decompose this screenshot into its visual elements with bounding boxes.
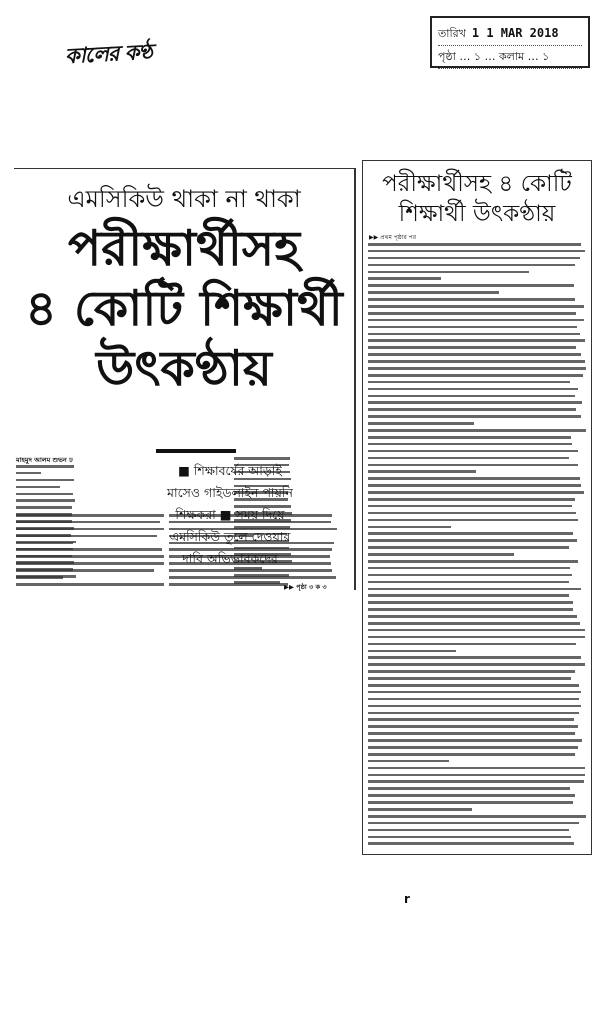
text-line <box>368 691 581 694</box>
text-line <box>368 333 580 336</box>
text-line <box>368 470 476 473</box>
text-line <box>16 542 73 545</box>
text-line <box>368 457 569 460</box>
text-line <box>368 346 576 349</box>
stamp-date: 1 1 MAR 2018 <box>471 26 559 40</box>
text-line <box>368 553 514 556</box>
newspaper-masthead-logo: কালের কণ্ঠ <box>64 39 153 69</box>
text-line <box>368 491 584 494</box>
text-line <box>368 532 573 535</box>
text-line <box>368 539 577 542</box>
text-line <box>16 499 75 502</box>
text-line <box>368 739 582 742</box>
text-line <box>16 562 164 565</box>
text-line <box>16 528 164 531</box>
text-line <box>368 443 572 446</box>
text-line <box>368 512 576 515</box>
text-line <box>368 581 569 584</box>
text-line <box>169 583 288 586</box>
headline-rule <box>156 449 236 453</box>
text-line <box>368 243 581 246</box>
text-line <box>368 615 577 618</box>
text-line <box>16 576 63 579</box>
highlight-line: মাসেও গাইডলাইন পায়নি <box>167 485 293 500</box>
text-line <box>368 291 499 294</box>
text-line <box>368 277 441 280</box>
body-column <box>368 243 586 849</box>
text-line <box>368 367 586 370</box>
headline-line: শিক্ষার্থী উৎকণ্ঠায় <box>398 201 556 227</box>
text-line <box>368 622 580 625</box>
text-line <box>368 718 574 721</box>
text-line <box>368 767 585 770</box>
text-line <box>368 264 575 267</box>
stamp-column-label: কলাম <box>498 50 525 63</box>
text-line <box>368 519 578 522</box>
text-line <box>16 569 154 572</box>
article-kicker: এমসিকিউ থাকা না থাকা <box>67 185 301 213</box>
text-line <box>368 284 574 287</box>
highlight-line: ■ শিক্ষাবর্ষের আড়াই <box>178 463 282 478</box>
byline: মাহমুদ আলম শুভন ঢ <box>16 456 73 464</box>
text-line <box>368 780 584 783</box>
text-line <box>368 629 585 632</box>
text-line <box>368 608 573 611</box>
text-line <box>368 526 451 529</box>
highlights-box <box>160 460 300 570</box>
text-line <box>368 663 585 666</box>
text-line <box>368 546 569 549</box>
stamp-page: ১ <box>473 50 481 63</box>
text-line <box>368 422 474 425</box>
text-line <box>169 576 336 579</box>
text-line <box>368 257 580 260</box>
text-line <box>368 298 575 301</box>
text-line <box>368 808 472 811</box>
text-line <box>368 732 575 735</box>
continued-on-page: ▶▶ পৃষ্ঠা ৩ ক ৩ <box>284 583 327 591</box>
text-line <box>368 801 573 804</box>
text-line <box>368 429 586 432</box>
continued-from: ▶▶ প্রথম পৃষ্ঠার পর <box>369 234 417 241</box>
text-line <box>368 643 576 646</box>
highlight-line: দাবি অভিভাবকদের <box>182 551 278 566</box>
text-line <box>368 636 585 639</box>
text-line <box>368 698 579 701</box>
text-line <box>16 514 164 517</box>
text-line <box>368 574 572 577</box>
text-line <box>368 836 571 839</box>
text-line <box>16 472 41 475</box>
stamp-page-label: পৃষ্ঠা <box>438 50 456 63</box>
text-line <box>16 479 74 482</box>
text-line <box>368 794 575 797</box>
text-line <box>368 829 569 832</box>
text-line <box>368 705 581 708</box>
text-line <box>368 684 579 687</box>
text-line <box>16 583 164 586</box>
text-line <box>368 484 581 487</box>
text-line <box>368 408 576 411</box>
text-line <box>368 374 583 377</box>
stamp-column: ১ <box>542 50 550 63</box>
text-line <box>368 650 456 653</box>
text-line <box>368 594 569 597</box>
text-line <box>368 271 529 274</box>
date-stamp: তারিখ 1 1 MAR 2018 পৃষ্ঠা … ১ … কলাম … ১ <box>430 16 590 68</box>
text-line <box>368 250 585 253</box>
highlight-line: শিক্ষকরা ■ সময় দিয়ে <box>175 507 285 522</box>
text-line <box>368 353 581 356</box>
text-line <box>368 815 586 818</box>
text-line <box>16 548 162 551</box>
text-line <box>368 415 581 418</box>
text-line <box>368 842 574 845</box>
text-line <box>16 555 164 558</box>
text-line <box>368 753 575 756</box>
text-line <box>16 506 72 509</box>
article-headline <box>363 169 591 229</box>
stamp-date-label: তারিখ <box>438 27 466 40</box>
highlight-line: এমসিকিউ তুলে দেওয়ার <box>169 529 291 544</box>
text-line <box>368 567 570 570</box>
text-line <box>368 588 581 591</box>
text-line <box>368 339 585 342</box>
text-line <box>368 601 573 604</box>
text-line <box>368 395 575 398</box>
text-line <box>16 535 157 538</box>
text-line <box>368 312 576 315</box>
page-mark: r <box>404 892 410 906</box>
text-line <box>368 746 578 749</box>
headline-line: ৪ কোটি শিক্ষার্থী <box>25 280 343 337</box>
text-line <box>16 493 73 496</box>
text-line <box>16 521 160 524</box>
text-line <box>368 560 578 563</box>
text-line <box>16 465 74 468</box>
text-line <box>368 712 579 715</box>
headline-line: পরীক্ষার্থীসহ ৪ কোটি <box>382 171 572 197</box>
headline-line: উৎকণ্ঠায় <box>96 340 272 397</box>
text-line <box>368 498 575 501</box>
text-line <box>368 326 577 329</box>
text-line <box>368 436 571 439</box>
text-line <box>16 486 60 489</box>
text-line <box>368 725 578 728</box>
article-headline <box>24 219 344 399</box>
text-line <box>368 360 585 363</box>
text-line <box>368 760 449 763</box>
text-line <box>368 787 570 790</box>
text-line <box>368 319 584 322</box>
text-line <box>368 670 575 673</box>
right-article <box>362 160 592 855</box>
text-line <box>368 401 582 404</box>
text-line <box>368 774 585 777</box>
text-line <box>368 822 579 825</box>
text-line <box>368 388 578 391</box>
text-line <box>368 450 578 453</box>
text-line <box>368 477 580 480</box>
text-line <box>368 656 581 659</box>
text-line <box>368 677 571 680</box>
text-line <box>368 381 570 384</box>
text-line <box>368 464 578 467</box>
body-column <box>16 514 166 590</box>
text-line <box>368 505 572 508</box>
text-line <box>368 305 584 308</box>
headline-line: পরীক্ষার্থীসহ <box>67 220 300 277</box>
